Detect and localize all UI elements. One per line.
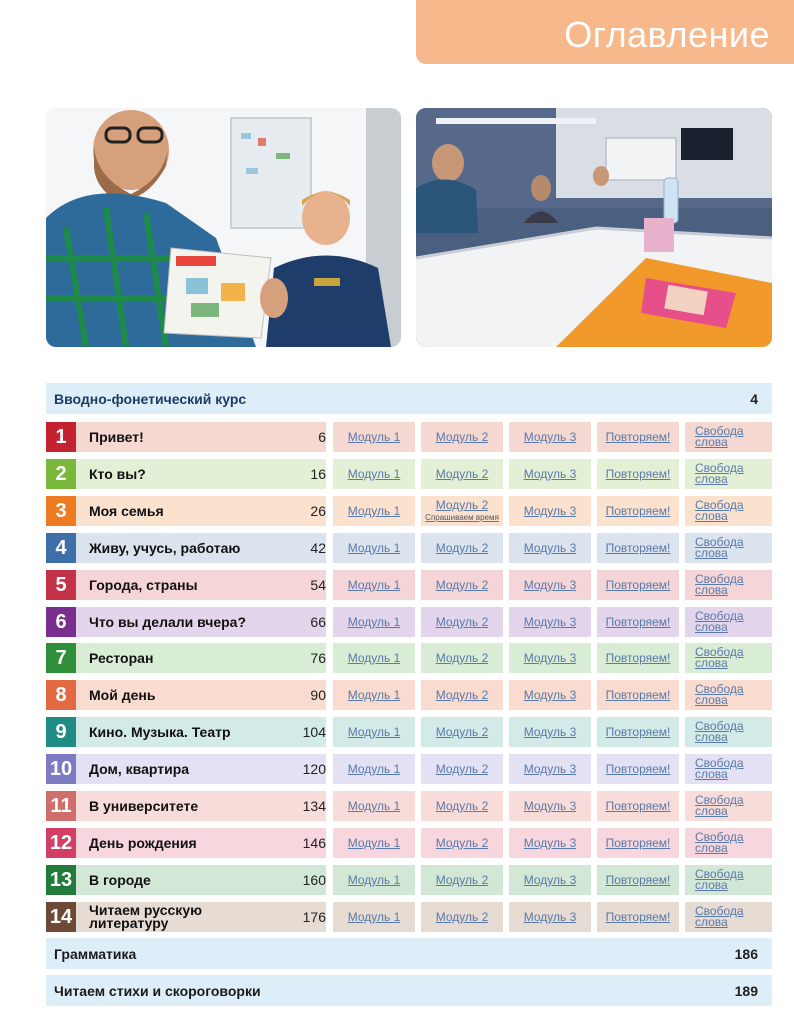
free-speech-line-1: Свобода (695, 609, 744, 623)
review-link[interactable] (597, 643, 679, 673)
module-1-link[interactable] (333, 570, 415, 600)
free-speech-link[interactable] (685, 791, 772, 821)
unit-title-text: Мой день (89, 686, 156, 703)
review-link-text: Повторяем! (605, 725, 671, 739)
module-3-link-text: Модуль 3 (523, 799, 577, 813)
unit-row (46, 496, 772, 526)
review-link-text: Повторяем! (605, 873, 671, 887)
review-link[interactable] (597, 754, 679, 784)
unit-title-text: Моя семья (89, 502, 164, 519)
module-3-link-text: Модуль 3 (523, 910, 577, 924)
module-2-link[interactable] (421, 865, 503, 895)
module-2-link[interactable] (421, 496, 503, 526)
free-speech-line-2: слова (695, 693, 728, 707)
free-speech-link[interactable] (685, 680, 772, 710)
module-3-link-text: Модуль 3 (523, 836, 577, 850)
module-3-link-text: Модуль 3 (523, 651, 577, 665)
module-2-link[interactable] (421, 754, 503, 784)
review-link[interactable] (597, 570, 679, 600)
module-1-link[interactable] (333, 791, 415, 821)
module-2-link-text: Модуль 2 (435, 836, 489, 850)
module-3-link-text: Модуль 3 (523, 430, 577, 444)
module-1-link-text: Модуль 1 (347, 578, 401, 592)
unit-page: 160 (302, 872, 326, 888)
section-page: 189 (734, 982, 758, 999)
module-3-link[interactable] (509, 791, 591, 821)
module-1-link[interactable] (333, 828, 415, 858)
free-speech-line-1: Свобода (695, 645, 744, 659)
title-banner (416, 0, 794, 64)
review-link-text: Повторяем! (605, 467, 671, 481)
unit-page: 42 (310, 540, 326, 556)
free-speech-line-1: Свобода (695, 867, 744, 881)
unit-title-text: Города, страны (89, 576, 198, 593)
unit-number: 14 (46, 902, 76, 932)
module-3-link[interactable] (509, 422, 591, 452)
module-2-link[interactable] (421, 680, 503, 710)
module-1-link[interactable] (333, 643, 415, 673)
unit-row (46, 422, 772, 452)
free-speech-line-1: Свобода (695, 572, 744, 586)
module-2-link-text: Модуль 2 (435, 762, 489, 776)
module-2-link-text: Модуль 2 (435, 578, 489, 592)
free-speech-line-2: слова (695, 620, 728, 634)
module-3-link-text: Модуль 3 (523, 762, 577, 776)
module-1-link[interactable] (333, 533, 415, 563)
review-link-text: Повторяем! (605, 541, 671, 555)
module-2-link-text: Модуль 2 (435, 497, 489, 512)
unit-row (46, 533, 772, 563)
unit-number: 3 (46, 496, 76, 526)
review-link[interactable] (597, 791, 679, 821)
free-speech-link[interactable] (685, 533, 772, 563)
photo-teacher-with-book (46, 108, 401, 347)
unit-number: 2 (46, 459, 76, 489)
module-1-link[interactable] (333, 496, 415, 526)
toc-section-grammar[interactable] (46, 938, 772, 969)
free-speech-link[interactable] (685, 607, 772, 637)
free-speech-link[interactable] (685, 643, 772, 673)
unit-title-text: Читаем русскую литературу (89, 902, 203, 931)
module-2-link-text: Модуль 2 (435, 688, 489, 702)
module-3-link-text: Модуль 3 (523, 688, 577, 702)
module-2-link-text: Модуль 2 (435, 541, 489, 555)
unit-number: 11 (46, 791, 76, 821)
page-title: Оглавление (564, 14, 770, 55)
module-1-link-text: Модуль 1 (347, 836, 401, 850)
review-link-text: Повторяем! (605, 762, 671, 776)
module-1-link-text: Модуль 1 (347, 651, 401, 665)
module-2-link[interactable] (421, 570, 503, 600)
review-link-text: Повторяем! (605, 799, 671, 813)
module-3-link[interactable] (509, 459, 591, 489)
module-1-link[interactable] (333, 717, 415, 747)
free-speech-line-1: Свобода (695, 719, 744, 733)
unit-page: 134 (302, 798, 326, 814)
free-speech-line-2: слова (695, 583, 728, 597)
unit-page: 146 (302, 835, 326, 851)
review-link[interactable] (597, 607, 679, 637)
free-speech-link[interactable] (685, 754, 772, 784)
module-2-link-text: Модуль 2 (435, 651, 489, 665)
unit-number: 13 (46, 865, 76, 895)
free-speech-line-2: слова (695, 841, 728, 855)
free-speech-line-2: слова (695, 804, 728, 818)
module-1-link-text: Модуль 1 (347, 467, 401, 481)
free-speech-line-1: Свобода (695, 830, 744, 844)
unit-row (46, 643, 772, 673)
review-link-text: Повторяем! (605, 836, 671, 850)
module-1-link-text: Модуль 1 (347, 725, 401, 739)
module-1-link-text: Модуль 1 (347, 430, 401, 444)
free-speech-line-2: слова (695, 730, 728, 744)
unit-title-text: Привет! (89, 428, 144, 445)
module-1-link-text: Модуль 1 (347, 910, 401, 924)
module-2-link[interactable] (421, 643, 503, 673)
review-link[interactable] (597, 459, 679, 489)
free-speech-link[interactable] (685, 496, 772, 526)
unit-title-text: В университете (89, 797, 199, 814)
module-3-link-text: Модуль 3 (523, 578, 577, 592)
photo-classroom (416, 108, 772, 347)
module-1-link-text: Модуль 1 (347, 688, 401, 702)
module-1-link-text: Модуль 1 (347, 799, 401, 813)
unit-title-text: Дом, квартира (89, 760, 190, 777)
unit-title-text: В городе (89, 871, 151, 888)
module-2-link[interactable] (421, 422, 503, 452)
module-1-link[interactable] (333, 607, 415, 637)
unit-row (46, 828, 772, 858)
review-link[interactable] (597, 533, 679, 563)
unit-page: 54 (310, 577, 326, 593)
free-speech-line-2: слова (695, 472, 728, 486)
module-1-link[interactable] (333, 422, 415, 452)
module-1-link[interactable] (333, 865, 415, 895)
module-2-note: Спрашиваем время (425, 512, 499, 522)
unit-page: 26 (310, 503, 326, 519)
module-1-link-text: Модуль 1 (347, 504, 401, 518)
unit-page: 16 (310, 466, 326, 482)
module-3-link[interactable] (509, 865, 591, 895)
review-link[interactable] (597, 496, 679, 526)
module-2-link-text: Модуль 2 (435, 725, 489, 739)
module-1-link[interactable] (333, 680, 415, 710)
module-3-link[interactable] (509, 717, 591, 747)
module-2-link-text: Модуль 2 (435, 910, 489, 924)
module-2-link[interactable] (421, 533, 503, 563)
unit-number: 6 (46, 607, 76, 637)
unit-page: 104 (302, 724, 326, 740)
unit-row (46, 791, 772, 821)
unit-number: 10 (46, 754, 76, 784)
module-3-link-text: Модуль 3 (523, 467, 577, 481)
free-speech-line-2: слова (695, 767, 728, 781)
unit-row (46, 754, 772, 784)
module-3-link-text: Модуль 3 (523, 873, 577, 887)
free-speech-line-2: слова (695, 509, 728, 523)
unit-row (46, 717, 772, 747)
review-link[interactable] (597, 422, 679, 452)
unit-page: 176 (302, 909, 326, 925)
free-speech-link[interactable] (685, 570, 772, 600)
free-speech-link[interactable] (685, 902, 772, 932)
unit-number: 4 (46, 533, 76, 563)
unit-title-text: Ресторан (89, 649, 154, 666)
free-speech-line-2: слова (695, 878, 728, 892)
module-2-link-text: Модуль 2 (435, 799, 489, 813)
module-1-link[interactable] (333, 754, 415, 784)
unit-number: 9 (46, 717, 76, 747)
module-2-link[interactable] (421, 902, 503, 932)
unit-row (46, 902, 772, 932)
unit-page: 76 (310, 650, 326, 666)
review-link-text: Повторяем! (605, 651, 671, 665)
section-page: 186 (734, 945, 758, 962)
review-link[interactable] (597, 902, 679, 932)
module-3-link-text: Модуль 3 (523, 541, 577, 555)
unit-title-text: Живу, учусь, работаю (89, 539, 241, 556)
review-link[interactable] (597, 717, 679, 747)
unit-row (46, 607, 772, 637)
section-label: Грамматика (54, 945, 137, 962)
module-2-link[interactable] (421, 717, 503, 747)
free-speech-line-1: Свобода (695, 424, 744, 438)
free-speech-line-1: Свобода (695, 498, 744, 512)
module-3-link-text: Модуль 3 (523, 504, 577, 518)
unit-number: 8 (46, 680, 76, 710)
module-2-link-text: Модуль 2 (435, 615, 489, 629)
review-link[interactable] (597, 865, 679, 895)
free-speech-link[interactable] (685, 865, 772, 895)
free-speech-line-2: слова (695, 915, 728, 929)
module-3-link[interactable] (509, 533, 591, 563)
unit-number: 12 (46, 828, 76, 858)
review-link-text: Повторяем! (605, 430, 671, 444)
free-speech-line-1: Свобода (695, 461, 744, 475)
unit-page: 90 (310, 687, 326, 703)
free-speech-line-2: слова (695, 435, 728, 449)
module-1-link[interactable] (333, 902, 415, 932)
free-speech-line-2: слова (695, 656, 728, 670)
free-speech-link[interactable] (685, 717, 772, 747)
unit-row (46, 865, 772, 895)
module-2-link[interactable] (421, 828, 503, 858)
module-3-link[interactable] (509, 643, 591, 673)
free-speech-link[interactable] (685, 459, 772, 489)
section-page: 4 (750, 390, 758, 407)
unit-title-text: Кино. Музыка. Театр (89, 723, 231, 740)
module-1-link-text: Модуль 1 (347, 615, 401, 629)
module-3-link[interactable] (509, 902, 591, 932)
module-2-link[interactable] (421, 459, 503, 489)
unit-number: 7 (46, 643, 76, 673)
review-link[interactable] (597, 680, 679, 710)
unit-title-text: День рождения (89, 834, 197, 851)
module-2-link-text: Модуль 2 (435, 430, 489, 444)
free-speech-line-1: Свобода (695, 904, 744, 918)
module-3-link[interactable] (509, 680, 591, 710)
free-speech-link[interactable] (685, 422, 772, 452)
unit-row (46, 570, 772, 600)
toc-section-poems[interactable] (46, 975, 772, 1006)
toc-section-intro[interactable] (46, 383, 772, 414)
free-speech-link[interactable] (685, 828, 772, 858)
section-label: Вводно-фонетический курс (54, 390, 247, 407)
review-link-text: Повторяем! (605, 688, 671, 702)
module-2-link[interactable] (421, 791, 503, 821)
unit-row (46, 459, 772, 489)
unit-page: 6 (318, 429, 326, 445)
module-3-link[interactable] (509, 607, 591, 637)
module-3-link-text: Модуль 3 (523, 725, 577, 739)
unit-title-text: Кто вы? (89, 465, 146, 482)
module-3-link-text: Модуль 3 (523, 615, 577, 629)
module-3-link[interactable] (509, 828, 591, 858)
free-speech-line-2: слова (695, 546, 728, 560)
unit-number: 1 (46, 422, 76, 452)
unit-page: 66 (310, 614, 326, 630)
review-link-text: Повторяем! (605, 615, 671, 629)
review-link[interactable] (597, 828, 679, 858)
unit-page: 120 (302, 761, 326, 777)
module-3-link[interactable] (509, 496, 591, 526)
module-2-link-text: Модуль 2 (435, 873, 489, 887)
free-speech-line-1: Свобода (695, 756, 744, 770)
review-link-text: Повторяем! (605, 910, 671, 924)
section-label: Читаем стихи и скороговорки (54, 982, 261, 999)
module-1-link-text: Модуль 1 (347, 541, 401, 555)
module-1-link-text: Модуль 1 (347, 873, 401, 887)
module-3-link[interactable] (509, 570, 591, 600)
module-1-link[interactable] (333, 459, 415, 489)
unit-title-text: Что вы делали вчера? (89, 613, 247, 630)
module-1-link-text: Модуль 1 (347, 762, 401, 776)
module-3-link[interactable] (509, 754, 591, 784)
free-speech-line-1: Свобода (695, 535, 744, 549)
module-2-link[interactable] (421, 607, 503, 637)
free-speech-line-1: Свобода (695, 793, 744, 807)
review-link-text: Повторяем! (605, 578, 671, 592)
module-2-link-text: Модуль 2 (435, 467, 489, 481)
unit-number: 5 (46, 570, 76, 600)
unit-row (46, 680, 772, 710)
review-link-text: Повторяем! (605, 504, 671, 518)
free-speech-line-1: Свобода (695, 682, 744, 696)
